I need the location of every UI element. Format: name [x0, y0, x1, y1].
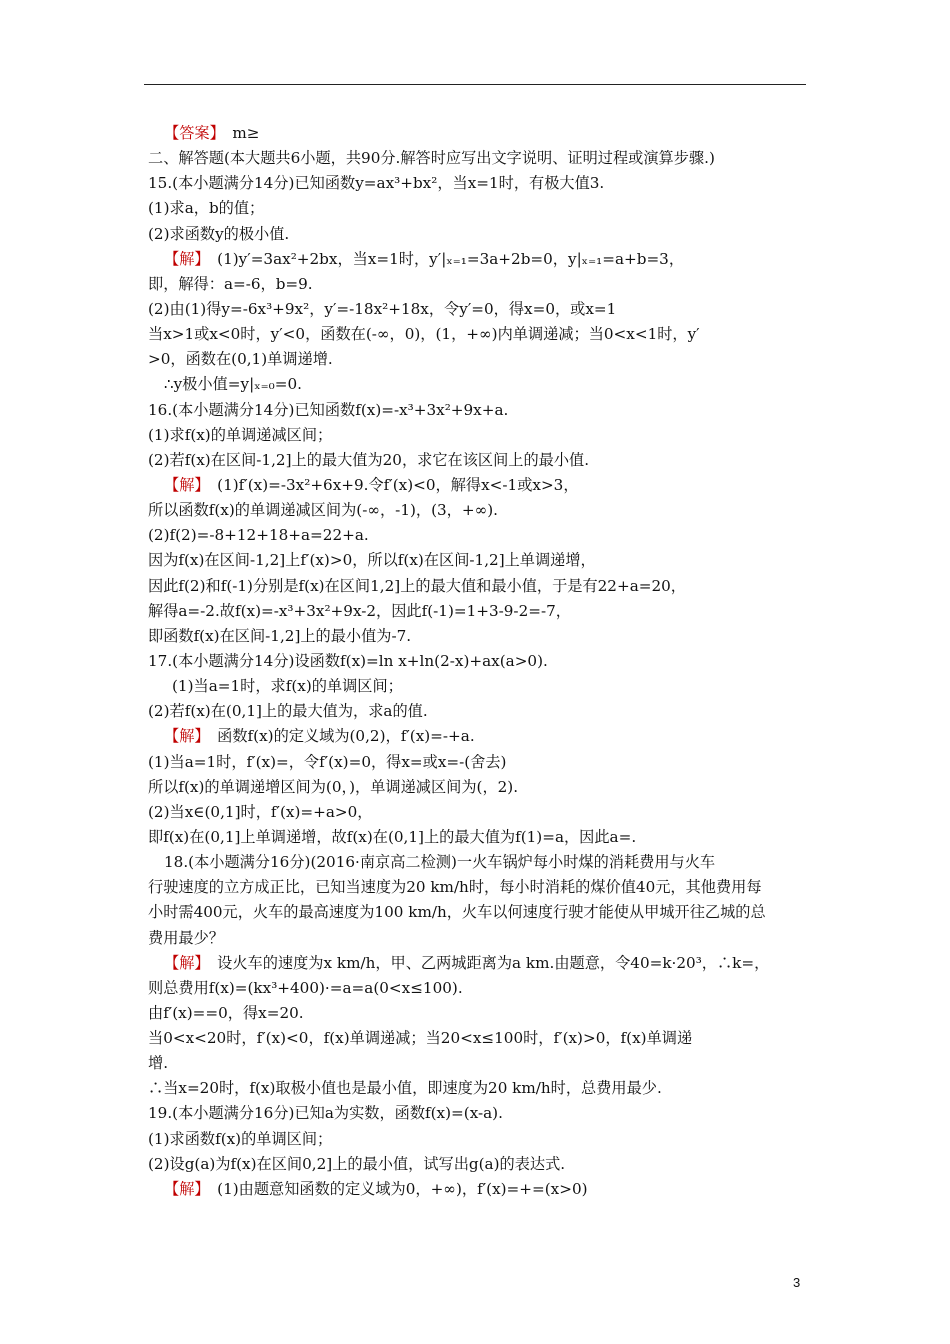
text-line: [148, 222, 810, 247]
line-text: (1)求函数f(x)的单调区间；: [148, 1129, 333, 1148]
line-text: (2)由(1)得y=-6x³+9x²，y′=-18x²+18x，令y′=0，得x=0，或x=1: [148, 299, 617, 318]
text-line: [148, 398, 810, 423]
text-line: [148, 951, 810, 976]
text-line: [148, 825, 810, 850]
text-line: [148, 800, 810, 825]
line-text: (1)y′=3ax²+2bx，当x=1时，y′|ₓ₌₁=3a+2b=0，y|ₓ₌₁=a+b=3，: [201, 249, 685, 268]
text-line: [148, 372, 810, 397]
text-line: [148, 171, 810, 196]
text-line: [148, 724, 810, 749]
text-line: [148, 649, 810, 674]
text-line: [148, 850, 810, 875]
text-line: [148, 674, 810, 699]
line-text: 16.(本小题满分14分)已知函数f(x)=-x³+3x²+9x+a.: [148, 400, 509, 419]
line-text: 所以f(x)的单调递增区间为(0，)，单调递减区间为(，2).: [148, 777, 519, 796]
section-tag: 【解】: [164, 249, 202, 268]
text-line: [148, 1076, 810, 1101]
text-line: [148, 1001, 810, 1026]
line-text: 即，解得：a=-6，b=9.: [148, 274, 313, 293]
line-text: (2)若f(x)在(0,1]上的最大值为，求a的值.: [148, 702, 428, 721]
section-tag: 【解】: [164, 1179, 202, 1198]
text-line: [148, 523, 810, 548]
line-text: 二、解答题(本大题共6小题，共90分.解答时应写出文字说明、证明过程或演算步骤.): [148, 149, 715, 168]
line-text: 即f(x)在(0,1]上单调递增，故f(x)在(0,1]上的最大值为f(1)=a，因此a=.: [148, 827, 637, 846]
line-text: (1)由题意知函数的定义域为0，+∞)，f′(x)=+=(x>0): [201, 1179, 588, 1198]
line-text: ∴y极小值=y|ₓ₌₀=0.: [164, 375, 302, 394]
line-text: 所以函数f(x)的单调递减区间为(-∞，-1)，(3，+∞).: [148, 501, 498, 520]
line-text: (2)求函数y的极小值.: [148, 224, 290, 243]
text-line: [148, 322, 810, 347]
text-line: [148, 247, 810, 272]
line-text: 解得a=-2.故f(x)=-x³+3x²+9x-2，因此f(-1)=1+3-9-2=-7，: [148, 601, 571, 620]
line-text: 因为f(x)在区间-1,2]上f′(x)>0，所以f(x)在区间-1,2]上单调递增，: [148, 551, 596, 570]
line-text: 则总费用f(x)=(kx³+400)·=a=a(0<x≤100).: [148, 978, 463, 997]
text-line: [148, 699, 810, 724]
line-text: 15.(本小题满分14分)已知函数y=ax³+bx²，当x=1时，有极大值3.: [148, 174, 605, 193]
line-text: 小时需400元，火车的最高速度为100 km/h，火车以何速度行驶才能使从甲城开往乙城的总: [148, 903, 766, 922]
line-text: 由f′(x)==0，得x=20.: [148, 1003, 304, 1022]
line-text: (2)若f(x)在区间-1,2]上的最大值为20，求它在该区间上的最小值.: [148, 450, 590, 469]
line-text: 17.(本小题满分14分)设函数f(x)=ln x+ln(2-x)+ax(a>0).: [148, 651, 548, 670]
line-text: 增.: [148, 1054, 169, 1073]
line-text: 19.(本小题满分16分)已知a为实数，函数f(x)=(x-a).: [148, 1104, 503, 1123]
line-text: 当x>1或x<0时，y′<0，函数在(-∞，0)，(1，+∞)内单调递减；当0<x<1时，y′: [148, 325, 700, 344]
text-line: [148, 1152, 810, 1177]
text-line: [148, 121, 810, 146]
line-text: m≥: [217, 124, 260, 142]
line-text: ∴当x=20时，f(x)取极小值也是最小值，即速度为20 km/h时，总费用最少.: [148, 1079, 662, 1098]
text-line: [148, 1026, 810, 1051]
section-tag: 【解】: [164, 475, 202, 494]
line-text: (2)当x∈(0,1]时，f′(x)=+a>0，: [148, 802, 373, 821]
text-line: [148, 473, 810, 498]
line-text: (1)求f(x)的单调递减区间；: [148, 425, 333, 444]
section-tag: 【解】: [164, 953, 202, 972]
text-line: [148, 976, 810, 1001]
text-line: [148, 599, 810, 624]
section-tag: 【答案】: [164, 124, 218, 142]
text-line: [148, 347, 810, 372]
line-text: 即函数f(x)在区间-1,2]上的最小值为-7.: [148, 626, 412, 645]
text-line: [148, 1051, 810, 1076]
text-line: [148, 875, 810, 900]
line-text: (1)当a=1时，求f(x)的单调区间；: [172, 677, 403, 696]
line-text: 费用最少？: [148, 928, 224, 947]
text-line: [148, 775, 810, 800]
line-text: 行驶速度的立方成正比，已知当速度为20 km/h时，每小时消耗的煤价值40元，其他费用每: [148, 878, 762, 897]
line-text: (2)f(2)=-8+12+18+a=22+a.: [148, 526, 369, 545]
line-text: (1)当a=1时，f′(x)=，令f′(x)=0，得x=或x=-(舍去): [148, 752, 507, 771]
line-text: 函数f(x)的定义域为(0,2)，f′(x)=-+a.: [201, 727, 475, 746]
text-line: [148, 750, 810, 775]
text-line: [148, 448, 810, 473]
line-text: >0，函数在(0,1)单调递增.: [148, 350, 333, 369]
text-line: [148, 196, 810, 221]
line-text: (1)f′(x)=-3x²+6x+9.令f′(x)<0，解得x<-1或x>3，: [201, 475, 579, 494]
text-line: [148, 624, 810, 649]
text-line: [148, 297, 810, 322]
text-line: [148, 1101, 810, 1126]
text-line: [148, 498, 810, 523]
line-text: 因此f(2)和f(-1)分别是f(x)在区间1,2]上的最大值和最小值，于是有22+a=20，: [148, 576, 686, 595]
text-line: [148, 272, 810, 297]
text-line: [148, 1177, 810, 1202]
text-line: [148, 926, 810, 951]
header-rule: [144, 84, 806, 85]
line-text: 设火车的速度为x km/h，甲、乙两城距离为a km.由题意，令40=k·20³，∴k=，: [201, 953, 770, 972]
text-line: [148, 146, 810, 171]
line-text: 当0<x<20时，f′(x)<0，f(x)单调递减；当20<x≤100时，f′(x)>0，f(x)单调递: [148, 1029, 693, 1048]
document-body: [148, 121, 810, 1202]
line-text: 18.(本小题满分16分)(2016·南京高二检测)一火车锅炉每小时煤的消耗费用与火车: [164, 853, 716, 872]
text-line: [148, 900, 810, 925]
section-tag: 【解】: [164, 727, 202, 746]
text-line: [148, 1127, 810, 1152]
page-number: 3: [793, 1275, 801, 1290]
line-text: (2)设g(a)为f(x)在区间0,2]上的最小值，试写出g(a)的表达式.: [148, 1154, 566, 1173]
text-line: [148, 423, 810, 448]
text-line: [148, 548, 810, 573]
line-text: (1)求a，b的值；: [148, 199, 265, 218]
text-line: [148, 574, 810, 599]
